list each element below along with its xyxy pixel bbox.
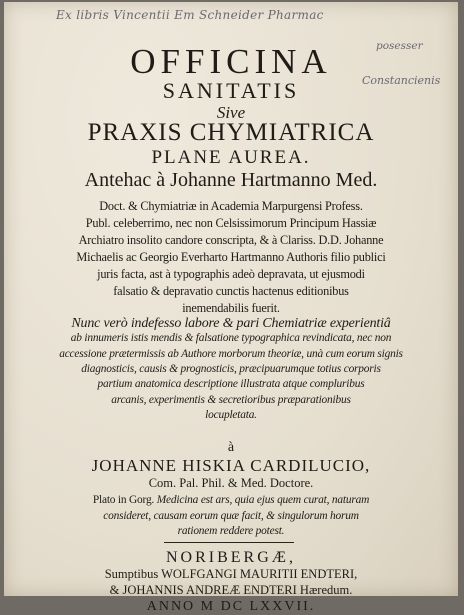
italic-line: ab innumeris istis mendis & falsatione typographica revindicata, nec non <box>70 332 392 344</box>
author-a: à <box>227 440 235 455</box>
title-plane-aurea: PLANE AUREA. <box>151 147 311 168</box>
italic-line: locupletata. <box>205 409 257 421</box>
manuscript-ex-libris: Ex libris Vincentii Em Schneider Pharmac <box>56 8 324 22</box>
body-line: Publ. celeberrimo, nec non Celsissimorum Principum Hassiæ <box>85 216 377 230</box>
body-line: Doct. & Chymiatriæ in Academia Marpurgensi Profess. <box>99 199 363 213</box>
body-line: falsatio & depravatio cunctis hactenus editionibus <box>113 284 349 298</box>
italic-line: arcanis, experimentis & secretioribus præparationibus <box>111 394 351 406</box>
plato-text: Medicina est ars, quia ejus quem curat, naturam <box>156 494 370 506</box>
manuscript-note-right: posesser <box>376 40 423 52</box>
imprint-year: ANNO M DC LXXVII. <box>146 599 316 614</box>
manuscript-note-place: Constancienis <box>362 74 441 87</box>
imprint-publisher-1: Sumptibus WOLFGANGI MAURITII ENDTERI, <box>104 567 358 581</box>
plato-source: Plato in Gorg. <box>92 494 155 506</box>
imprint-publisher-2: & JOHANNIS ANDREÆ ENDTERI Hæredum. <box>109 583 353 597</box>
title-main: OFFICINA <box>130 42 332 81</box>
title-antehac: Antehac à Johanne Hartmanno Med. <box>84 169 378 191</box>
italic-line: Nunc verò indefesso labore & pari Chemiatriæ experientiâ <box>71 316 391 331</box>
author-name: JOHANNE HISKIA CARDILUCIO, <box>91 456 371 475</box>
body-line: Archiatro insolito candore conscripta, & à Clariss. D.D. Johanne <box>78 233 384 247</box>
body-line: Michaelis ac Georgio Everharto Hartmanno Authoris filio publici <box>76 250 386 264</box>
italic-line: accessione prætermissis ab Authore morborum theoriæ, unà cum eorum signis <box>59 348 403 360</box>
divider-rule <box>164 542 294 543</box>
title-sive: Sive <box>216 103 246 122</box>
plato-quote-line2: consideret, causam eorum quæ facit, & singulorum horum <box>103 510 359 522</box>
body-line: inemendabilis fuerit. <box>182 301 280 315</box>
title-page <box>4 2 458 614</box>
italic-line: diagnosticis, causis & prognosticis, præcipuarumque totius corporis <box>81 363 381 375</box>
author-degree: Com. Pal. Phil. & Med. Doctore. <box>148 476 314 490</box>
imprint-place: NORIBERGÆ, <box>165 549 296 566</box>
title-second: SANITATIS <box>162 78 300 103</box>
plato-quote-line1 <box>4 494 458 506</box>
body-line: juris facta, ast à typographis adeò depravata, ut ejusmodi <box>97 267 365 281</box>
plato-quote-line3: rationem reddere potest. <box>177 525 285 537</box>
italic-line: partium anatomica descriptione illustrata atque compluribus <box>97 378 365 390</box>
title-praxis: PRAXIS CHYMIATRICA <box>87 119 375 146</box>
